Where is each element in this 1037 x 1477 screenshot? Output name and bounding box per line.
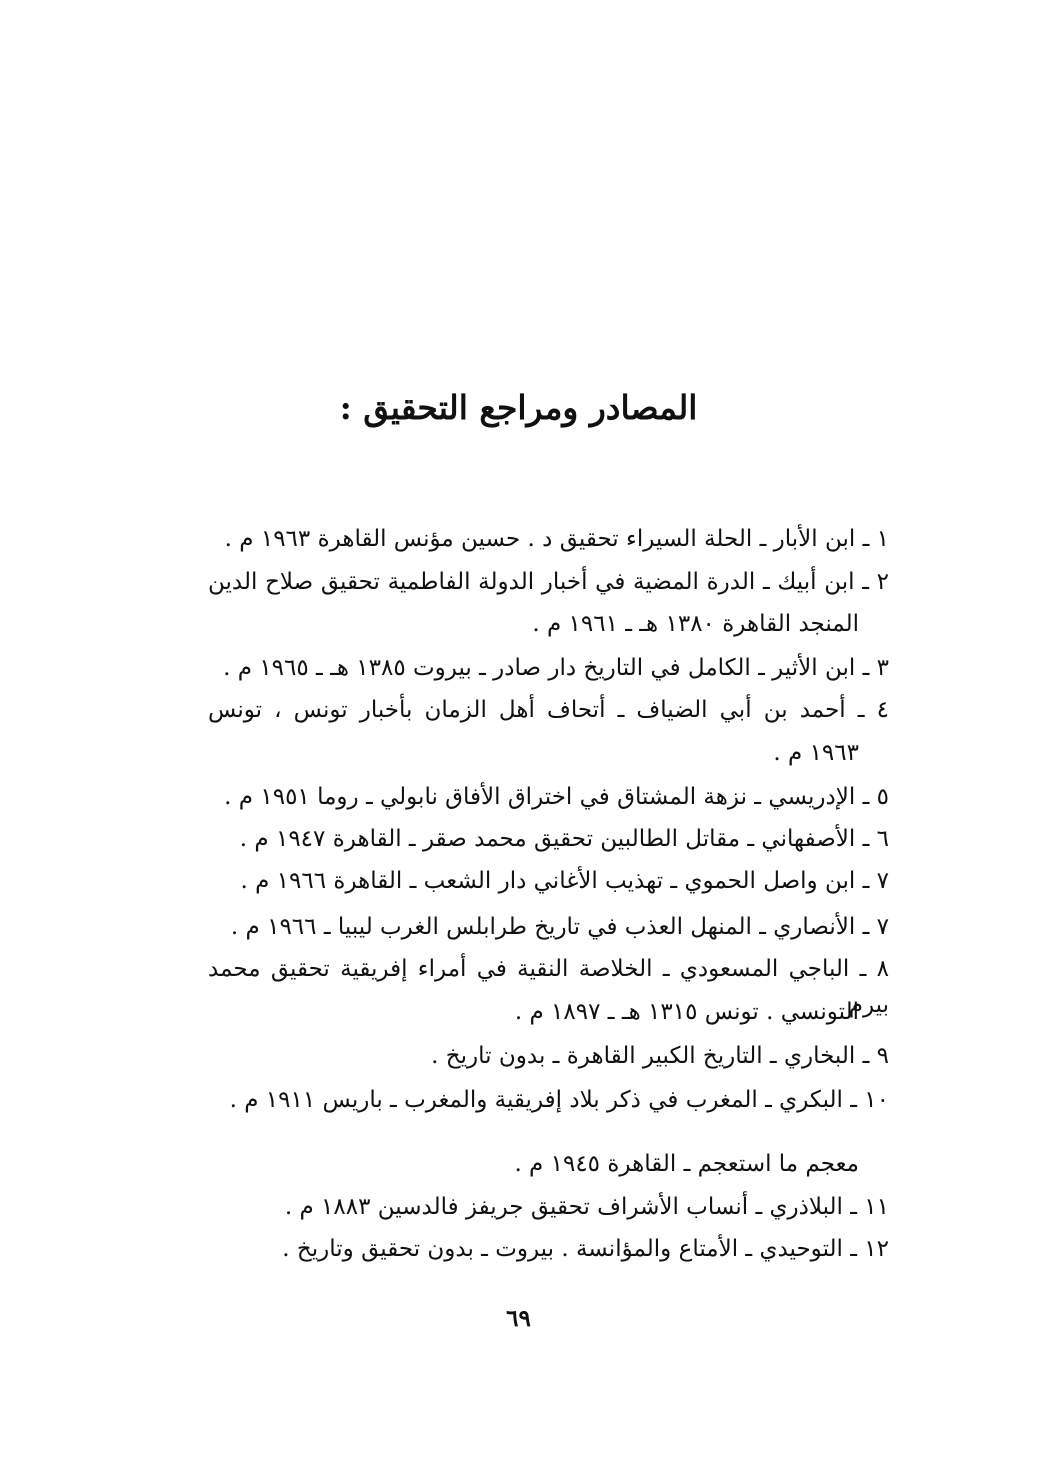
reference-line: معجم ما استعجم ـ القاهرة ١٩٤٥ م . [514, 1151, 859, 1177]
reference-line: ٨ ـ الباجي المسعودي ـ الخلاصة النقية في أمراء إفريقية تحقيق محمد بيرم [208, 956, 889, 1018]
reference-line: المنجد القاهرة ١٣٨٠ هـ ـ ١٩٦١ م . [532, 611, 859, 637]
page-title: المصادر ومراجع التحقيق : [339, 388, 698, 427]
reference-line: ٧ ـ ابن واصل الحموي ـ تهذيب الأغاني دار الشعب ـ القاهرة ١٩٦٦ م . [240, 868, 889, 894]
reference-line: ١٢ ـ التوحيدي ـ الأمتاع والمؤانسة . بيروت ـ بدون تحقيق وتاريخ . [282, 1236, 889, 1262]
reference-line: ٢ ـ ابن أبيك ـ الدرة المضية في أخبار الدولة الفاطمية تحقيق صلاح الدين [208, 569, 889, 595]
reference-line: ١٠ ـ البكري ـ المغرب في ذكر بلاد إفريقية والمغرب ـ باريس ١٩١١ م . [229, 1087, 889, 1113]
reference-line: ١ ـ ابن الأبار ـ الحلة السيراء تحقيق د . حسين مؤنس القاهرة ١٩٦٣ م . [224, 526, 889, 552]
reference-line: ٧ ـ الأنصاري ـ المنهل العذب في تاريخ طرابلس الغرب ليبيا ـ ١٩٦٦ م . [230, 914, 889, 940]
reference-line: ٩ ـ البخاري ـ التاريخ الكبير القاهرة ـ بدون تاريخ . [431, 1043, 889, 1069]
reference-line: ١٩٦٣ م . [773, 740, 859, 766]
reference-line: ٤ ـ أحمد بن أبي الضياف ـ أتحاف أهل الزمان بأخبار تونس ، تونس [208, 697, 889, 723]
page-number: ٦٩ [506, 1305, 531, 1332]
reference-line: التونسي . تونس ١٣١٥ هـ ـ ١٨٩٧ م . [514, 999, 859, 1025]
reference-line: ٣ ـ ابن الأثير ـ الكامل في التاريخ دار صادر ـ بيروت ١٣٨٥ هـ ـ ١٩٦٥ م . [223, 655, 889, 681]
reference-line: ٥ ـ الإدريسي ـ نزهة المشتاق في اختراق الأفاق نابولي ـ روما ١٩٥١ م . [224, 784, 889, 810]
reference-line: ١١ ـ البلاذري ـ أنساب الأشراف تحقيق جريفز فالدسين ١٨٨٣ م . [284, 1194, 889, 1220]
reference-line: ٦ ـ الأصفهاني ـ مقاتل الطالبين تحقيق محمد صقر ـ القاهرة ١٩٤٧ م . [239, 826, 889, 852]
